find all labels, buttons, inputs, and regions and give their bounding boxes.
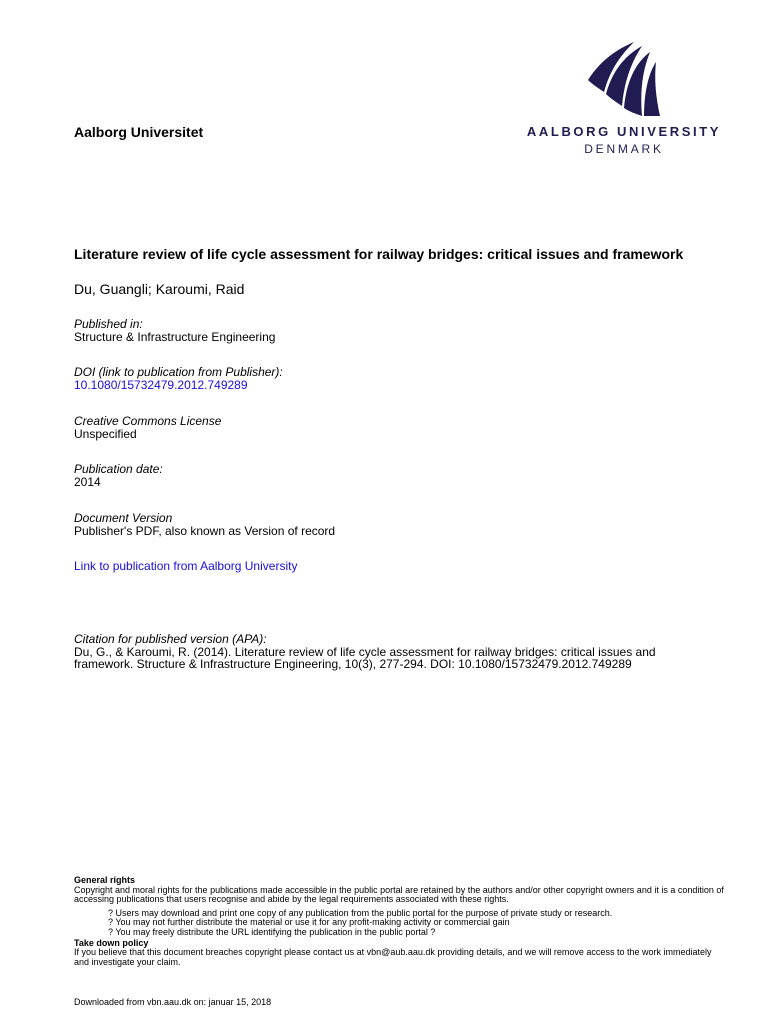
logo-subline: DENMARK	[584, 142, 664, 156]
license-value: Unspecified	[74, 427, 137, 441]
license-field	[74, 415, 221, 441]
publication-date-value: 2014	[74, 475, 101, 489]
citation-text: Du, G., & Karoumi, R. (2014). Literature review of life cycle assessment for railway bridges: critical issues and framework. Structure & Infrastructure Engineering, 10(3), 277-294. DOI: 10.1080/15732479.2012.749289	[74, 644, 656, 671]
general-rights-heading: General rights	[74, 875, 136, 885]
rights-bullet: ? Users may download and print one copy of any publication from the public portal for the purpose of private study or research.	[108, 907, 613, 918]
document-version-field	[74, 512, 335, 538]
logo-wordmark: AALBORG UNIVERSITY	[526, 124, 722, 139]
aalborg-wave-logo-icon	[584, 40, 664, 118]
published-in-field	[74, 318, 275, 344]
publication-link[interactable]: Link to publication from Aalborg University	[74, 559, 298, 573]
rights-bullet-list	[74, 909, 724, 938]
publication-date-field	[74, 463, 163, 489]
takedown-body: If you believe that this document breaches copyright please contact us at vbn@aub.aau.dk providing details, and we will remove access to the work immediately and investigate your claim.	[74, 947, 712, 967]
published-in-label: Published in:	[74, 317, 143, 331]
download-stamp: Downloaded from vbn.aau.dk on: januar 15, 2018	[74, 997, 272, 1007]
citation-label: Citation for published version (APA):	[74, 632, 267, 646]
doi-link[interactable]: 10.1080/15732479.2012.749289	[74, 378, 248, 392]
rights-bullet: ? You may freely distribute the URL identifying the publication in the public portal ?	[108, 926, 436, 937]
citation-block	[74, 633, 714, 671]
document-version-value: Publisher's PDF, also known as Version of record	[74, 524, 336, 538]
document-version-label: Document Version	[74, 511, 173, 525]
publication-title: Literature review of life cycle assessment for railway bridges: critical issues and framework	[74, 246, 684, 262]
university-logo	[522, 40, 726, 156]
license-label: Creative Commons License	[74, 414, 222, 428]
general-rights-body: Copyright and moral rights for the publications made accessible in the public portal are retained by the authors and/or other copyright owners and it is a condition of accessing publications that users recognise and abide by the legal requirements associated with these rights.	[74, 884, 724, 905]
published-in-value: Structure & Infrastructure Engineering	[74, 330, 276, 344]
rights-block	[74, 876, 724, 967]
doi-label: DOI (link to publication from Publisher):	[74, 365, 283, 379]
doi-field	[74, 366, 283, 392]
takedown-heading: Take down policy	[74, 937, 149, 948]
publication-date-label: Publication date:	[74, 462, 163, 476]
institution-name: Aalborg Universitet	[74, 124, 204, 140]
rights-bullet: ? You may not further distribute the material or use it for any profit-making activity or commercial gain	[108, 917, 510, 928]
publication-authors: Du, Guangli; Karoumi, Raid	[74, 281, 245, 297]
